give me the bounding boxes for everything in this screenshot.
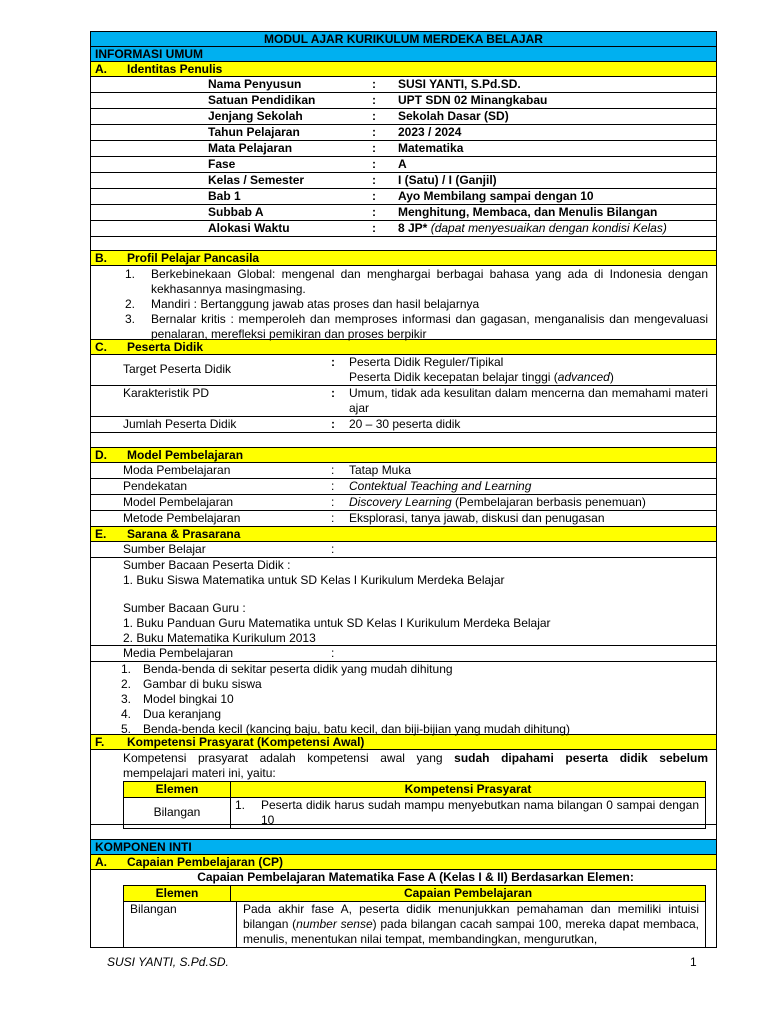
media-list [91,662,716,735]
target-text: Peserta Didik kecepatan belajar tinggi ( [349,370,558,384]
colon: : [331,495,335,509]
field-label: Model Pembelajaran [123,495,234,509]
section-letter: F. [95,735,105,749]
list-text: Model bingkai 10 [143,692,234,706]
section-title: Identitas Penulis [127,62,223,76]
list-number: 5. [121,722,132,736]
field-label: Sumber Belajar [123,542,206,556]
alokasi-jp: 8 JP* [398,221,428,235]
section-letter: A. [95,62,107,76]
section-title: Capaian Pembelajaran (CP) [127,855,284,869]
list-item [91,677,716,692]
section-title: Kompetensi Prasyarat (Kompetensi Awal) [127,735,365,749]
section-letter: A. [95,855,107,869]
cp-block [91,870,716,947]
target-italic: advanced [557,370,610,384]
list-number: 4. [121,707,132,721]
section-title: Profil Pelajar Pancasila [127,251,260,265]
metode-row [91,511,716,527]
field-label: Metode Pembelajaran [123,511,241,525]
list-number: 2. [121,677,132,691]
bacaan-guru-item: 2. Buku Matematika Kurikulum 2013 [123,631,316,645]
identitas-value: Matematika [398,141,464,155]
colon: : [331,463,335,477]
model-row [91,495,716,511]
section-d-header [91,448,716,463]
identitas-row [91,205,716,221]
target-value-2 [349,370,708,385]
identitas-value: Ayo Membilang sampai dengan 10 [398,189,594,203]
list-text: Benda-benda kecil (kancing baju, batu kecil, dan biji-bijian yang mudah dihitung) [143,722,570,736]
identitas-label: Jenjang Sekolah [208,109,303,123]
module-document [90,31,717,948]
identitas-label: Kelas / Semester [208,173,305,187]
elemen-cell: Bilangan [124,798,231,828]
identitas-label: Alokasi Waktu [208,221,290,235]
list-text: Mandiri : Bertanggung jawab atas proses dan hasil belajarnya [151,297,480,311]
list-number: 3. [125,312,136,326]
document-title-row [91,32,716,47]
table-header-row [124,782,705,798]
kompetensi-cell [231,798,705,828]
section-ka-header [91,855,716,870]
section-f-header [91,735,716,750]
section-e-header [91,527,716,542]
colon: : [372,189,376,203]
table-row [124,902,705,947]
prasyarat-intro [123,751,708,766]
colon: : [372,125,376,139]
identitas-row [91,157,716,173]
intro-text: Kompetensi prasyarat adalah kompetensi awal yang [123,751,455,765]
capaian-text-end: ) pada bilangan cacah sampai 100, mereka dapat membaca, menulis, menentukan nilai tempat, membandingkan, mengurutkan, [243,917,699,946]
bacaan-pd-item: 1. Buku Siswa Matematika untuk SD Kelas I Kurikulum Merdeka Belajar [123,573,505,587]
prasyarat-block [91,750,716,825]
identitas-label: Mata Pelajaran [208,141,293,155]
informasi-umum-row [91,47,716,62]
cp-heading: Capaian Pembelajaran Matematika Fase A (Kelas I & II) Berdasarkan Elemen: [197,870,634,884]
identitas-value [398,221,667,236]
section-a-header [91,62,716,77]
colon: : [331,386,335,400]
section-letter: E. [95,527,107,541]
list-item [91,707,716,722]
elemen-cell: Bilangan [124,902,237,947]
colon: : [372,173,376,187]
list-text: Dua keranjang [143,707,222,721]
field-value: Eksplorasi, tanya jawab, diskusi dan penugasan [349,511,605,525]
footer-author: SUSI YANTI, S.Pd.SD. [107,955,229,969]
informasi-umum-heading: INFORMASI UMUM [95,47,203,61]
spacer-row [91,237,716,251]
sumber-bacaan-block [91,558,716,646]
colon: : [372,109,376,123]
media-row [91,646,716,662]
list-item [91,312,716,342]
list-number: 1. [125,267,136,281]
list-item [91,662,716,677]
section-letter: D. [95,448,107,462]
model-rest: (Pembelajaran berbasis penemuan) [451,495,646,509]
colon: : [331,355,335,369]
identitas-label: Nama Penyusun [208,77,302,91]
capaian-text: Pada akhir fase A, peserta didik menunjukkan pemahaman dan memiliki intuisi bilangan ( [243,902,699,931]
identitas-label: Fase [208,157,236,171]
identitas-row [91,189,716,205]
field-value: Contektual Teaching and Learning [349,479,532,493]
section-title: Sarana & Prasarana [127,527,241,541]
list-number: 1. [121,662,132,676]
identitas-value: A [398,157,407,171]
list-item [91,297,716,312]
prasyarat-table [123,781,706,829]
identitas-value: Sekolah Dasar (SD) [398,109,509,123]
colon: : [331,542,335,556]
list-item [91,267,716,297]
list-text: Gambar di buku siswa [143,677,262,691]
list-text: Benda-benda di sekitar peserta didik yang mudah dihitung [143,662,453,676]
target-text-end: ) [609,370,614,384]
pendekatan-row [91,479,716,495]
identitas-row [91,93,716,109]
identitas-value: I (Satu) / I (Ganjil) [398,173,497,187]
identitas-value: Menghitung, Membaca, dan Menulis Bilangan [398,205,658,219]
field-label: Target Peserta Didik [123,362,232,376]
colon: : [372,93,376,107]
komponen-inti-row [91,840,716,855]
identitas-value: UPT SDN 02 Minangkabau [398,93,548,107]
section-title: Peserta Didik [127,340,204,354]
colon: : [331,479,335,493]
table-header-row [124,886,705,902]
list-number: 1. [235,798,246,812]
bacaan-guru-item: 1. Buku Panduan Guru Matematika untuk SD Kelas I Kurikulum Merdeka Belajar [123,616,551,630]
identitas-row [91,141,716,157]
profil-list [91,266,716,340]
field-value [349,495,716,510]
column-header-kompetensi: Kompetensi Prasyarat [404,782,532,796]
table-row [124,798,705,828]
cp-table [123,885,706,947]
identitas-label: Satuan Pendidikan [208,93,316,107]
identitas-value: SUSI YANTI, S.Pd.SD. [398,77,521,91]
section-title: Model Pembelajaran [127,448,244,462]
target-value-1: Peserta Didik Reguler/Tipikal [349,355,504,369]
spacer-row [91,433,716,448]
identitas-row [91,109,716,125]
colon: : [331,511,335,525]
section-c-header [91,340,716,355]
bacaan-pd-title: Sumber Bacaan Peserta Didik : [123,558,291,572]
colon: : [372,77,376,91]
moda-row [91,463,716,479]
document-title: MODUL AJAR KURIKULUM MERDEKA BELAJAR [264,32,543,46]
jumlah-peserta-row [91,417,716,433]
identitas-label: Subbab A [208,205,264,219]
list-number: 3. [121,692,132,706]
section-letter: B. [95,251,107,265]
section-b-header [91,251,716,266]
column-header-elemen: Elemen [124,782,231,797]
model-italic: Discovery Learning [349,495,452,509]
field-label: Moda Pembelajaran [123,463,231,477]
field-value [349,355,716,385]
column-header-capaian: Capaian Pembelajaran [403,886,533,900]
sumber-belajar-row [91,542,716,558]
colon: : [372,141,376,155]
identitas-row [91,125,716,141]
field-label: Jumlah Peserta Didik [123,417,237,431]
colon: : [372,157,376,171]
alokasi-note: (dapat menyesuaikan dengan kondisi Kelas) [430,221,667,235]
field-label: Karakteristik PD [123,386,210,400]
list-text: Berkebinekaan Global: mengenal dan menghargai berbagai bahasa yang ada di Indonesia dengan kekhasannya masingmasing. [151,267,708,296]
page-number: 1 [690,955,697,969]
prasyarat-intro-end: mempelajari materi ini, yaitu: [123,766,276,780]
colon: : [331,417,335,431]
identitas-row [91,77,716,93]
target-peserta-row [91,355,716,386]
field-value: Tatap Muka [349,463,412,477]
field-label: Pendekatan [123,479,188,493]
list-text: Bernalar kritis : memperoleh dan memproses informasi dan gagasan, menganalisis dan mengevaluasi penalaran, merefleksi pemikiran dan proses berpikir [151,312,708,341]
list-item [91,692,716,707]
komponen-inti-heading: KOMPONEN INTI [95,840,192,854]
alokasi-waktu-row [91,221,716,237]
bacaan-guru-title: Sumber Bacaan Guru : [123,601,246,615]
colon: : [372,205,376,219]
capaian-italic: number sense [296,917,373,931]
identitas-value: 2023 / 2024 [398,125,462,139]
colon: : [372,221,376,235]
field-value: 20 – 30 peserta didik [349,417,461,431]
field-value: Umum, tidak ada kesulitan dalam mencerna dan memahami materi ajar [349,386,708,415]
intro-bold: sudah dipahami peserta didik sebelum [454,751,708,765]
identitas-label: Bab 1 [208,189,241,203]
section-letter: C. [95,340,107,354]
list-text: Peserta didik harus sudah mampu menyebutkan nama bilangan 0 sampai dengan 10 [261,798,699,827]
field-label: Media Pembelajaran [123,646,234,660]
karakteristik-row [91,386,716,417]
identitas-row [91,173,716,189]
column-header-elemen: Elemen [124,886,231,901]
capaian-cell [237,902,705,947]
identitas-label: Tahun Pelajaran [208,125,300,139]
list-number: 2. [125,297,136,311]
colon: : [331,646,335,660]
